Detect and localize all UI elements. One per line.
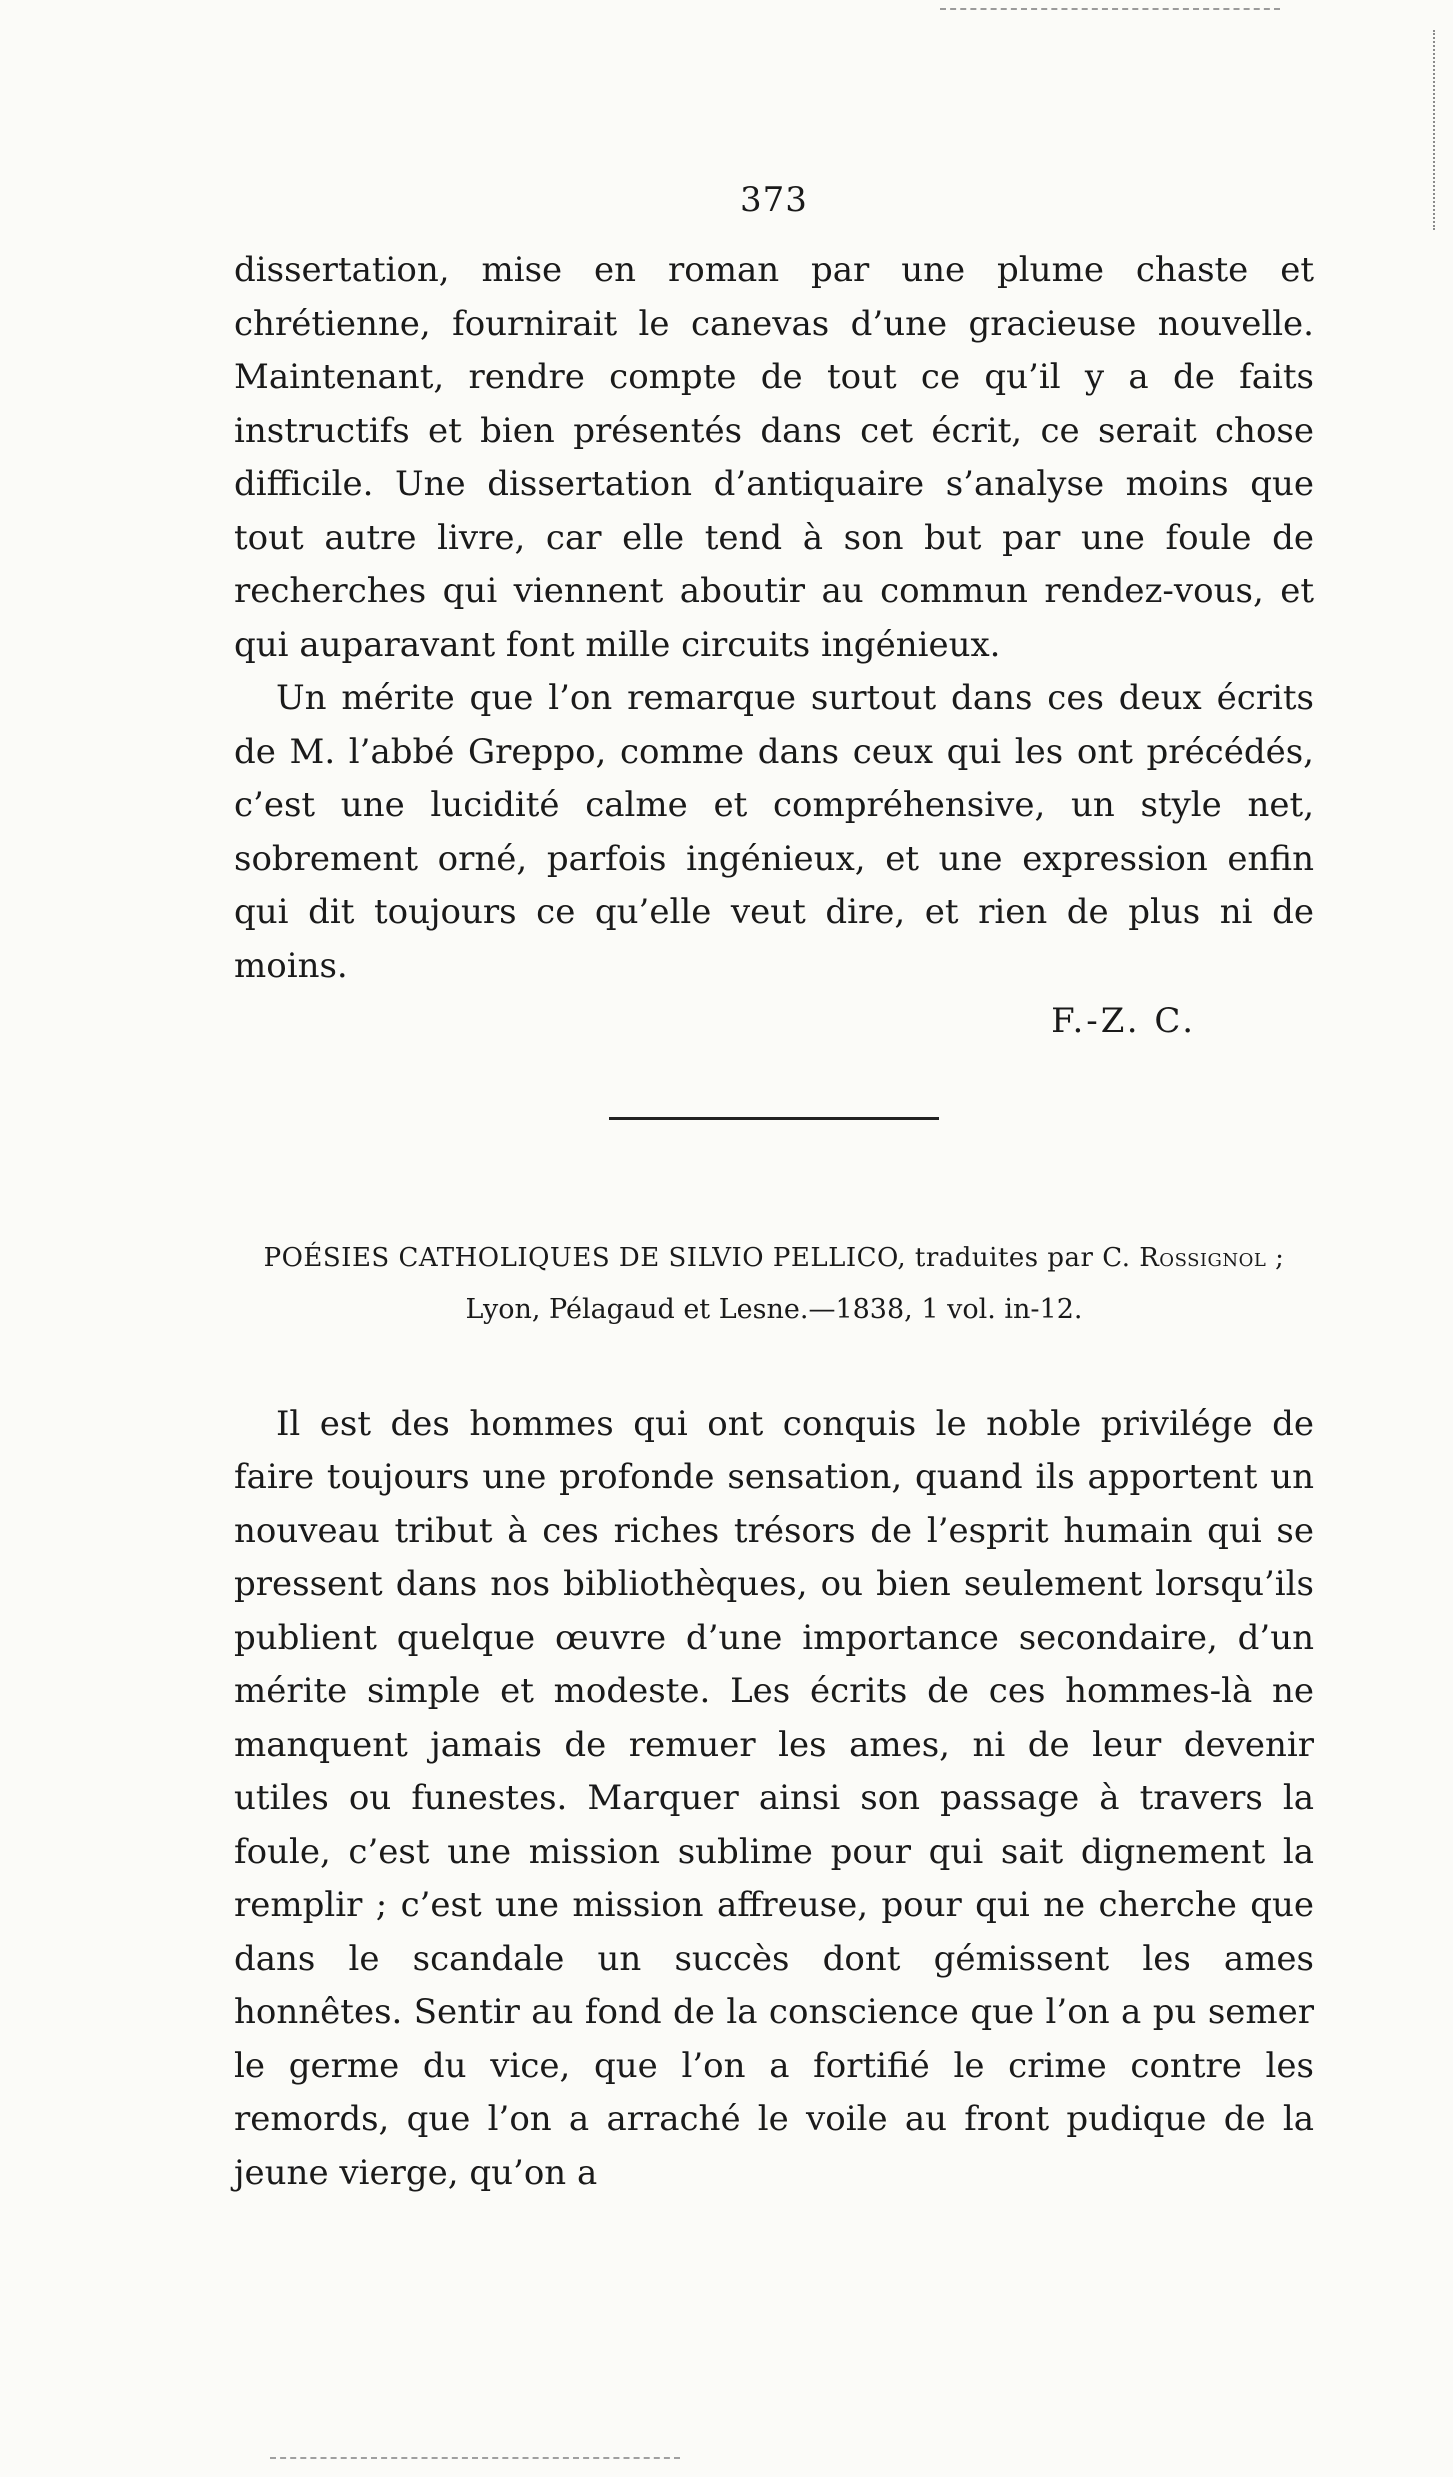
review-translator-prefix: , traduites par C. (897, 1242, 1131, 1273)
review-heading (234, 1228, 1314, 1288)
review-publication: Lyon, Pélagaud et Lesne.—1838, 1 vol. in-12. (465, 1293, 1083, 1325)
author-signature: F.-Z. C. (1051, 1001, 1196, 1041)
margin-marks (1427, 30, 1435, 230)
page-number: 373 (740, 180, 808, 220)
section-divider (609, 1117, 939, 1120)
top-edge-marks (940, 8, 1280, 10)
paragraph-continuation: dissertation, mise en roman par une plume chaste et chrétienne, fournirait le canevas d’une gracieuse nouvelle. Maintenant, rendre compte de tout ce qu’il y a de faits instructifs et bien présentés dans cet écrit, ce serait chose difficile. Une dissertation d’antiquaire s’analyse moins que tout autre livre, car elle tend à son but par une foule de recherches qui viennent aboutir au commun rendez-vous, et qui auparavant font mille circuits ingénieux. (234, 250, 1314, 665)
review-body-paragraph: Il est des hommes qui ont conquis le noble privilége de faire toujours une profonde sensation, quand ils apportent un nouveau tribut à ces riches trésors de l’esprit humain qui se pressent dans nos bibliothèques, ou bien seulement lorsqu’ils publient quelque œuvre d’une importance secondaire, d’un mérite simple et modeste. Les écrits de ces hommes-là ne manquent jamais de remuer les ames, ni de leur devenir utiles ou funestes. Marquer ainsi son passage à travers la foule, c’est une mission sublime pour qui sait dignement la remplir ; c’est une mission affreuse, pour qui ne cherche que dans le scandale un succès dont gémissent les ames honnêtes. Sentir au fond de la conscience que l’on a pu semer le germe du vice, que l’on a fortifié le crime contre les remords, que l’on a arraché le voile au front pudique de la jeune vierge, qu’on a (234, 1403, 1314, 2193)
page-body (234, 180, 1314, 2200)
review-translator-suffix: ; (1266, 1242, 1285, 1273)
bottom-edge-marks (270, 2457, 680, 2459)
review-translator-name: Rossignol (1139, 1242, 1267, 1273)
review-title: POÉSIES CATHOLIQUES DE SILVIO PELLICO (263, 1242, 898, 1273)
paragraph-merit: Un mérite que l’on remarque surtout dans ces deux écrits de M. l’abbé Greppo, comme dans ceux qui les ont précédés, c’est une lucidité calme et compréhensive, un style net, sobrement orné, parfois ingénieux, et une expression enfin qui dit toujours ce qu’elle veut dire, et rien de plus ni de moins. (234, 678, 1314, 986)
